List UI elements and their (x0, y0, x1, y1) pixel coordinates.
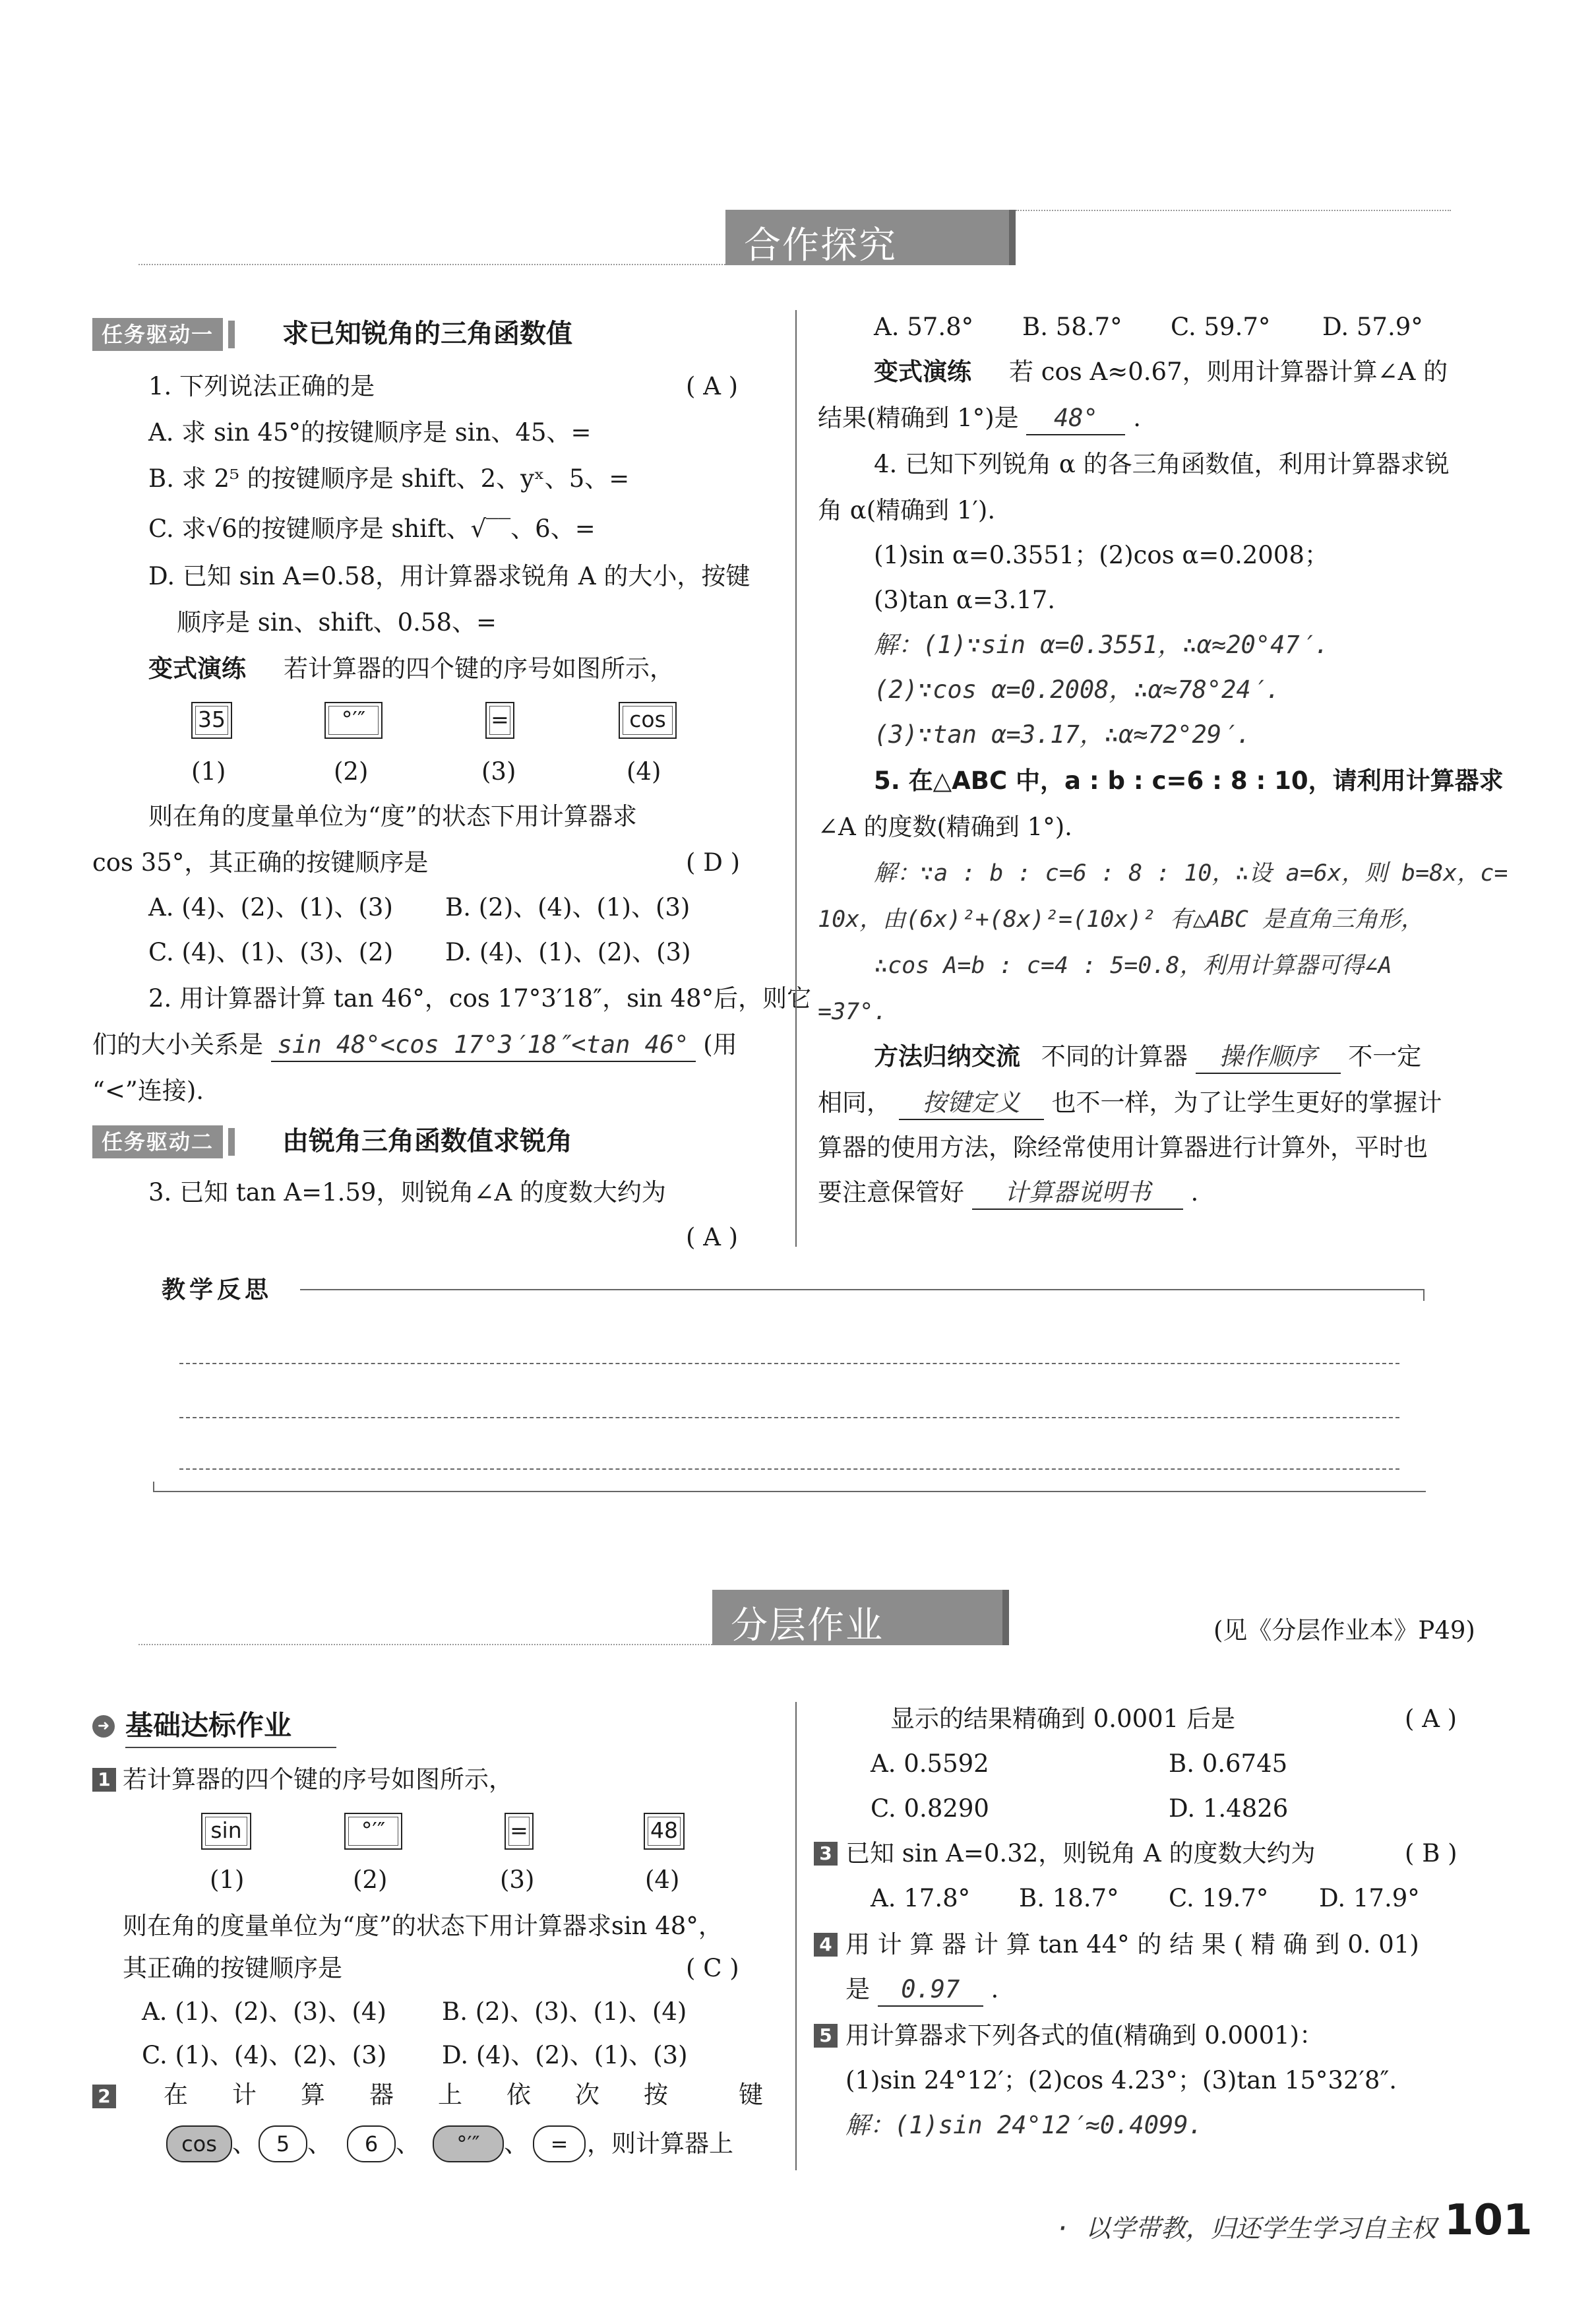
q3-option-b: B. 58.7° (1022, 313, 1122, 341)
section-title: 合作探究 (744, 224, 897, 267)
q3-option-c: C. 59.7° (1171, 313, 1271, 341)
q5-solution-4: =37°. (818, 999, 888, 1025)
hw-key-equals: = (505, 1813, 534, 1850)
variant3-pre: 结果(精确到 1°)是 (818, 404, 1019, 432)
hw-key-dms: °′″ (344, 1813, 402, 1850)
hw-key-sin: sin (201, 1813, 251, 1850)
method-line4 (818, 1177, 1198, 1210)
hw-q2-answer: ( A ) (1405, 1705, 1457, 1733)
hw-q4-text: 用 计 算 器 计 算 tan 44° 的 结 果 ( 精 确 到 0. 01) (845, 1930, 1419, 1959)
q1-stem: 1. 下列说法正确的是 (148, 372, 375, 400)
key-num-4: (4) (627, 757, 661, 786)
variant1-option-b: B. (2)、(4)、(1)、(3) (445, 893, 690, 922)
hw-key-num-3: (3) (500, 1866, 535, 1894)
hw-q4-answer-blank: 0.97 (878, 1974, 983, 2007)
variant1-option-a: A. (4)、(2)、(1)、(3) (148, 893, 393, 922)
q4-line2: 角 α(精确到 1′). (818, 496, 996, 524)
hw-q1-line2: 其正确的按键顺序是 (123, 1954, 342, 1982)
hw-q2-word-8: 按 (644, 2081, 668, 2109)
hw-q3-text: 已知 sin A=0.32，则锐角 A 的度数大约为 (845, 1839, 1316, 1868)
q2-post: (用 (703, 1030, 737, 1059)
hw-q4-pre: 是 (845, 1975, 870, 2003)
key-cos: cos (619, 702, 677, 739)
q5-solution-3: ∴cos A=b : c=4 : 5=0.8，利用计算器可得∠A (874, 953, 1392, 979)
hw-q2-word-1: 在 (164, 2081, 188, 2109)
hw-q2-word-7: 次 (575, 2081, 599, 2109)
q2-answer-blank: sin 48°<cos 17°3′18″<tan 46° (271, 1029, 696, 1062)
hw-q2-option-b: B. 0.6745 (1169, 1749, 1288, 1778)
hw-rk-5: 5 (259, 2125, 307, 2162)
hw-q5-number: 5 (814, 2024, 838, 2048)
reflection-line-1[interactable] (179, 1363, 1399, 1364)
header-rule-right (1016, 210, 1451, 211)
section-banner-homework (712, 1590, 1009, 1645)
reflection-left-tick (153, 1482, 154, 1491)
reflection-line-3[interactable] (179, 1468, 1399, 1470)
method-blank-1: 操作顺序 (1196, 1041, 1341, 1074)
hw-q2-word-6: 依 (506, 2081, 531, 2109)
hw-rk-dms: °′″ (433, 2125, 504, 2162)
hw-q3-option-d: D. 17.9° (1319, 1884, 1420, 1912)
hw-q2-option-d: D. 1.4826 (1169, 1794, 1289, 1823)
q5-solution-2: 10x，由(6x)²+(8x)²=(10x)² 有△ABC 是直角三角形， (818, 906, 1424, 933)
hw-q1-option-a: A. (1)、(2)、(3)、(4) (142, 1997, 386, 2026)
q2-line2 (92, 1029, 737, 1062)
q5-line2: ∠A 的度数(精确到 1°). (818, 813, 1072, 841)
hw-q1-option-c: C. (1)、(4)、(2)、(3) (142, 2041, 387, 2069)
hw-q4-number: 4 (814, 1933, 838, 1957)
method-line3: 算器的使用方法，除经常使用计算器进行计算外，平时也 (818, 1133, 1428, 1162)
hw-q2-number: 2 (92, 2085, 116, 2108)
column-divider-bottom (795, 1702, 797, 2170)
q3-answer: ( A ) (686, 1223, 739, 1251)
hw-q2-word-9: 键 (739, 2081, 763, 2109)
hw-q3-number: 3 (814, 1842, 838, 1866)
hw-q2-line2: 显示的结果精确到 0.0001 后是 (890, 1705, 1235, 1733)
q1-option-a: A. 求 sin 45°的按键顺序是 sin、45、= (148, 418, 592, 447)
q2-line3: “<”连接). (92, 1077, 204, 1105)
homework-book-ref: (见《分层作业本》P49) (1213, 1616, 1475, 1645)
q4-line1: 4. 已知下列锐角 α 的各三角函数值，利用计算器求锐 (874, 450, 1450, 478)
method-text-1: 不同的计算器 (1041, 1042, 1188, 1071)
q1-option-c: C. 求√6的按键顺序是 shift、√‾‾、6、= (148, 515, 596, 543)
reflection-right-tick (1423, 1289, 1425, 1301)
header-rule-left (138, 264, 725, 265)
hw-q2-option-a: A. 0.5592 (871, 1749, 989, 1778)
q3-option-d: D. 57.9° (1322, 313, 1423, 341)
hw-q1-option-d: D. (4)、(2)、(1)、(3) (442, 2041, 688, 2069)
variant3-post: . (1133, 404, 1141, 432)
method-text-7: . (1190, 1178, 1199, 1207)
homework-title-underline (125, 1747, 336, 1748)
method-text-3: 相同， (818, 1088, 891, 1117)
hw-q5-text: 用计算器求下列各式的值(精确到 0.0001)： (845, 2021, 1324, 2050)
reflection-title: 教学反思 (162, 1276, 273, 1303)
method-blank-3: 计算器说明书 (972, 1177, 1183, 1210)
key-num-1: (1) (191, 757, 226, 786)
variant1-answer: ( D ) (686, 848, 741, 877)
hw-q2-word-3: 算 (301, 2081, 325, 2109)
hw-q2-sep-2: 、 (307, 2129, 332, 2158)
hw-key-num-4: (4) (645, 1866, 680, 1894)
q1-option-d-line1: D. 已知 sin A=0.58，用计算器求锐角 A 的大小，按键 (148, 562, 751, 590)
key-dms: °′″ (324, 702, 383, 739)
hw-q2-word-4: 器 (369, 2081, 394, 2109)
method-label: 方法归纳交流 (874, 1042, 1020, 1071)
reflection-line-2[interactable] (179, 1417, 1399, 1418)
hw-key-48: 48 (644, 1813, 685, 1850)
hw-q2-tail: ，则计算器上 (587, 2129, 733, 2158)
key-num-2: (2) (334, 757, 369, 786)
method-line2 (818, 1087, 1442, 1120)
q4-line3: (1)sin α=0.3551；(2)cos α=0.2008； (874, 541, 1329, 569)
variant3-line2 (818, 402, 1141, 435)
q5-solution-1: 解：∵a : b : c=6 : 8 : 10，∴设 a=6x，则 b=8x，c= (874, 860, 1508, 887)
q5-line1: 5. 在△ABC 中，a : b : c=6 : 8 : 10，请利用计算器求 (874, 767, 1504, 795)
key-35: 35 (191, 702, 232, 739)
arrow-icon: ➜ (92, 1715, 115, 1738)
variant1-line1: 则在角的度量单位为“度”的状态下用计算器求 (148, 802, 637, 831)
hw-rk-equals: = (533, 2125, 586, 2162)
variant-label-3: 变式演练 (874, 358, 971, 386)
section-title-2: 分层作业 (731, 1604, 884, 1647)
q4-line4: (3)tan α=3.17. (874, 586, 1056, 614)
hw-q5-line2: (1)sin 24°12′；(2)cos 4.23°；(3)tan 15°32′8″. (845, 2066, 1397, 2094)
q2-line1: 2. 用计算器计算 tan 46°，cos 17°3′18″，sin 48°后，则它 (148, 984, 812, 1013)
q1-option-d-line2: 顺序是 sin、shift、0.58、= (177, 608, 497, 637)
hw-q1-text: 若计算器的四个键的序号如图所示， (123, 1765, 513, 1794)
hw-q1-number: 1 (92, 1768, 116, 1792)
q3-option-a: A. 57.8° (874, 313, 974, 341)
page-number: 101 (1444, 2196, 1533, 2245)
variant-text-1: 若计算器的四个键的序号如图所示， (284, 654, 674, 683)
hw-q2-sep-1: 、 (232, 2129, 257, 2158)
header2-rule-left (138, 1644, 712, 1645)
hw-rk-6: 6 (347, 2125, 396, 2162)
task-title-1: 求已知锐角的三角函数值 (282, 319, 572, 349)
q4-solution-2: (2)∵cos α=0.2008，∴α≈78°24′. (874, 675, 1281, 704)
hw-q3-option-c: C. 19.7° (1169, 1884, 1269, 1912)
method-text-2: 不一定 (1348, 1042, 1422, 1071)
q4-solution-3: (3)∵tan α=3.17，∴α≈72°29′. (874, 720, 1251, 749)
task-title-2: 由锐角三角函数值求锐角 (282, 1126, 572, 1156)
key-num-3: (3) (481, 757, 516, 786)
reflection-bottom-rule (153, 1491, 1426, 1492)
hw-q1-line1: 则在角的度量单位为“度”的状态下用计算器求sin 48°， (123, 1912, 723, 1940)
homework-title: 基础达标作业 (125, 1709, 292, 1742)
variant1-option-c: C. (4)、(1)、(3)、(2) (148, 938, 394, 966)
hw-q2-word-2: 计 (232, 2081, 257, 2109)
q2-pre: 们的大小关系是 (92, 1030, 263, 1059)
hw-key-num-1: (1) (210, 1866, 245, 1894)
hw-rk-cos: cos (166, 2125, 232, 2162)
hw-q2-word-5: 上 (438, 2081, 462, 2109)
footer-motto: · 以学带教，归还学生学习自主权 · (1055, 2214, 1467, 2243)
method-text-4: 也不一样，为了让学生更好的掌握计 (1051, 1088, 1442, 1117)
hw-q1-option-b: B. (2)、(3)、(1)、(4) (442, 1997, 687, 2026)
hw-q4-post: . (991, 1975, 999, 2003)
hw-q4-line2 (845, 1974, 998, 2007)
task-tag-1: 任务驱动一 (92, 318, 223, 351)
hw-key-num-2: (2) (353, 1866, 388, 1894)
method-text-6: 要注意保管好 (818, 1178, 964, 1207)
reflection-top-rule (300, 1289, 1425, 1290)
hw-q5-solution: 解：(1)sin 24°12′≈0.4099. (845, 2111, 1203, 2139)
task-tag-2: 任务驱动二 (92, 1125, 223, 1158)
hw-q2-sep-4: 、 (504, 2129, 528, 2158)
key-equals: = (485, 702, 514, 739)
hw-q1-answer: ( C ) (686, 1954, 739, 1982)
column-divider-top (795, 310, 797, 1247)
section-banner-cooperate (725, 210, 1016, 265)
hw-q2-option-c: C. 0.8290 (871, 1794, 989, 1823)
hw-q3-option-a: A. 17.8° (871, 1884, 971, 1912)
q3-stem: 3. 已知 tan A=1.59，则锐角∠A 的度数大约为 (148, 1178, 666, 1207)
variant3-text: 若 cos A≈0.67，则用计算器计算∠A 的 (1009, 358, 1448, 386)
q4-solution-1: 解：(1)∵sin α=0.3551，∴α≈20°47′. (874, 631, 1330, 659)
variant1-option-d: D. (4)、(1)、(2)、(3) (445, 938, 691, 966)
q1-answer: ( A ) (686, 372, 739, 400)
hw-q2-sep-3: 、 (396, 2129, 420, 2158)
q1-option-b: B. 求 2⁵ 的按键顺序是 shift、2、yˣ、5、= (148, 464, 630, 493)
hw-q3-answer: ( B ) (1405, 1839, 1457, 1868)
variant3-answer-blank: 48° (1026, 402, 1125, 435)
variant1-line2: cos 35°，其正确的按键顺序是 (92, 848, 429, 877)
variant-label-1: 变式演练 (148, 654, 246, 683)
hw-q3-option-b: B. 18.7° (1019, 1884, 1119, 1912)
method-line1 (874, 1041, 1421, 1074)
method-blank-2: 按键定义 (899, 1087, 1044, 1120)
